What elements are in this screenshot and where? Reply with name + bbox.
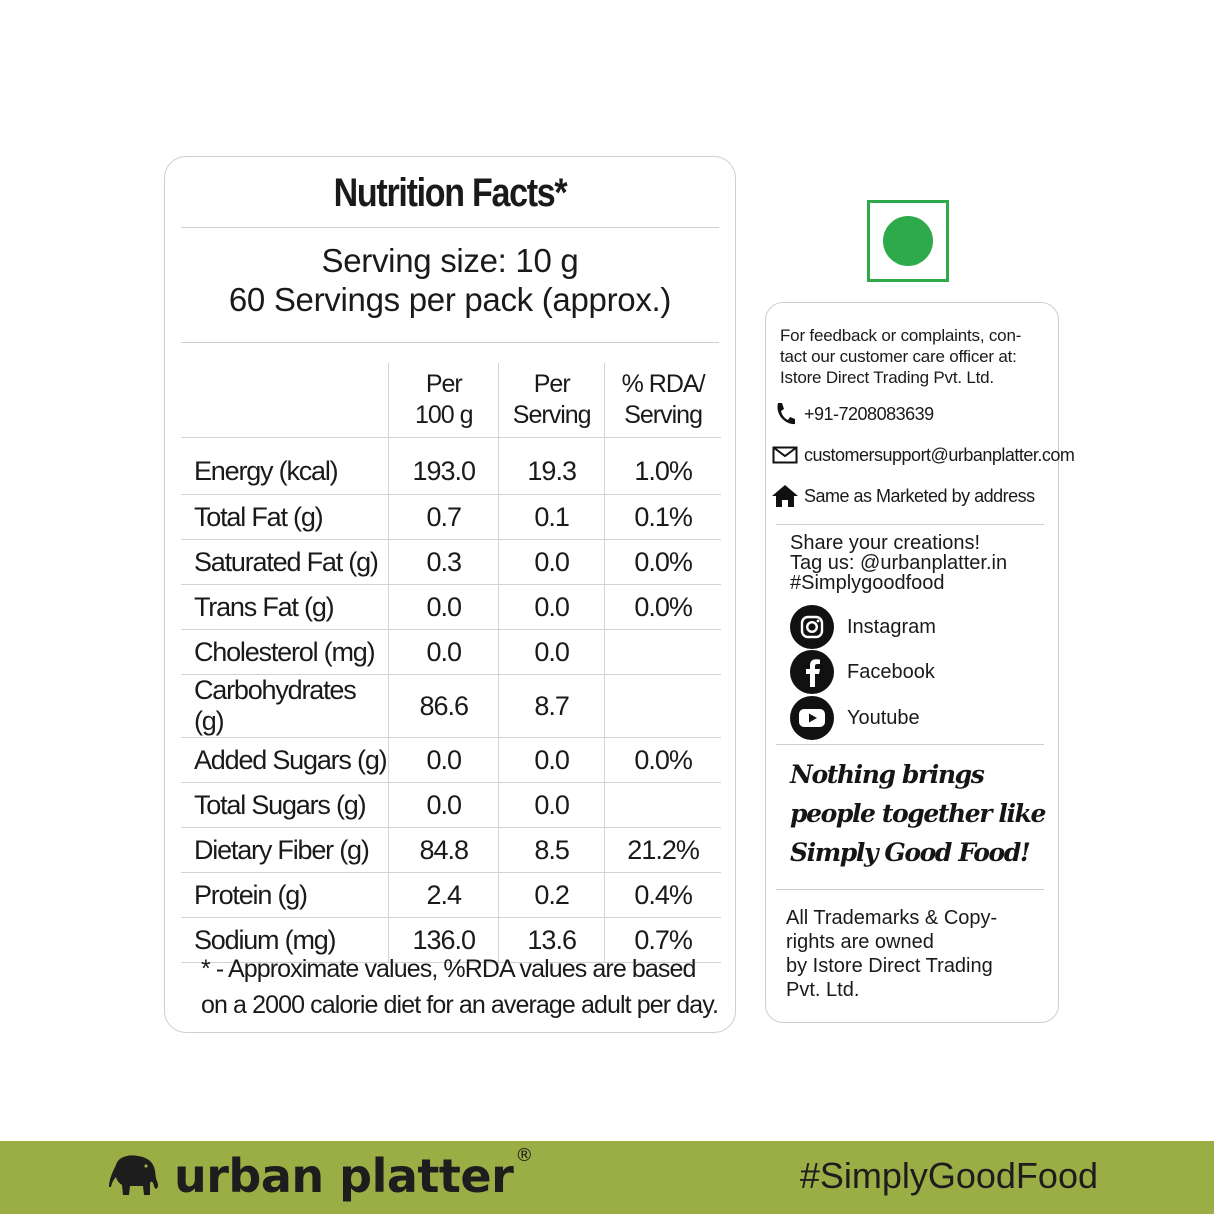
- address-text: Same as Marketed by address: [804, 485, 1035, 506]
- serving-info: [165, 241, 735, 319]
- header-per-100g: Per 100 g: [389, 363, 499, 438]
- value-per-100g: 2.4: [389, 873, 499, 918]
- trademark-line: Pvt. Ltd.: [786, 979, 860, 1001]
- email-address: customersupport@urbanplatter.com: [804, 444, 1075, 465]
- feedback-line: Istore Direct Trading Pvt. Ltd.: [780, 368, 994, 387]
- nutrient-label: Cholesterol (mg): [181, 630, 389, 675]
- header-rda: % RDA/ Serving: [621, 370, 705, 429]
- value-per-100g: 0.7: [389, 495, 499, 540]
- share-line: Share your creations!: [790, 532, 981, 554]
- nutrient-label: Carbohydrates (g): [181, 675, 389, 738]
- value-rda: 0.7%: [605, 918, 721, 963]
- header-nutrient: [181, 363, 389, 438]
- elephant-icon: [108, 1151, 160, 1202]
- social-label: Facebook: [847, 660, 935, 683]
- value-per-100g: 0.0: [389, 738, 499, 783]
- table-row: [181, 675, 721, 738]
- brand-hashtag: #SimplyGoodFood: [799, 1155, 1098, 1196]
- slogan-line: Nothing brings: [790, 760, 984, 789]
- value-rda: [605, 783, 721, 828]
- value-rda: [605, 630, 721, 675]
- address-row: [770, 483, 1035, 509]
- share-line: Tag us: @urbanplatter.in: [790, 552, 1008, 574]
- table-row: [181, 585, 721, 630]
- social-facebook[interactable]: [790, 650, 935, 694]
- table-row: [181, 873, 721, 918]
- nutrition-title: Nutrition Facts*: [333, 171, 567, 215]
- trademark-line: All Trademarks & Copy-: [786, 907, 998, 929]
- value-per-100g: 0.3: [389, 540, 499, 585]
- share-line: #Simplygoodfood: [790, 572, 945, 594]
- value-per-serving: 0.2: [499, 873, 605, 918]
- share-text: [790, 533, 1007, 593]
- nutrient-label: Energy (kcal): [181, 438, 389, 495]
- header-per-serving: Per Serving: [499, 363, 605, 438]
- value-per-serving: 0.0: [499, 738, 605, 783]
- table-row: [181, 438, 721, 495]
- value-rda: [605, 675, 721, 738]
- table-header-row: [181, 363, 721, 438]
- nutrient-label: Total Fat (g): [181, 495, 389, 540]
- social-label: Youtube: [847, 706, 920, 729]
- value-rda: 0.4%: [605, 873, 721, 918]
- phone-icon: [770, 401, 800, 427]
- value-rda: 0.0%: [605, 585, 721, 630]
- trademark-line: rights are owned: [786, 931, 934, 953]
- nutrient-label: Added Sugars (g): [181, 738, 389, 783]
- registered-mark: ®: [515, 1145, 533, 1166]
- table-row: [181, 630, 721, 675]
- info-panel: [765, 302, 1075, 1023]
- value-rda: 1.0%: [605, 438, 721, 495]
- value-per-serving: 0.0: [499, 783, 605, 828]
- value-per-100g: 136.0: [389, 918, 499, 963]
- phone-row: [770, 401, 934, 427]
- nutrition-table: [181, 363, 721, 963]
- value-per-serving: 19.3: [499, 438, 605, 495]
- brand-footer-bar: [0, 1141, 1214, 1214]
- social-youtube[interactable]: [790, 696, 920, 740]
- slogan-line: Simply Good Food!: [790, 838, 1030, 867]
- value-rda: 0.1%: [605, 495, 721, 540]
- nutrition-facts-panel: [164, 156, 736, 1033]
- value-per-100g: 0.0: [389, 630, 499, 675]
- value-per-serving: 13.6: [499, 918, 605, 963]
- home-icon: [770, 483, 800, 509]
- table-row: [181, 783, 721, 828]
- nutrient-label: Total Sugars (g): [181, 783, 389, 828]
- nutrient-label: Protein (g): [181, 873, 389, 918]
- divider: [776, 889, 1044, 890]
- footnote-line: on a 2000 calorie diet for an average adult per day.: [201, 991, 719, 1019]
- value-per-100g: 0.0: [389, 783, 499, 828]
- brand-name: urban platter ®: [174, 1145, 533, 1203]
- trademark-notice: [786, 906, 1036, 1002]
- instagram-icon: [790, 605, 834, 649]
- footnote-line: * - Approximate values, %RDA values are based: [201, 955, 696, 983]
- value-per-serving: 0.0: [499, 630, 605, 675]
- nutrient-label: Trans Fat (g): [181, 585, 389, 630]
- slogan: [790, 755, 1045, 872]
- facebook-icon: [790, 650, 834, 694]
- value-per-serving: 0.0: [499, 585, 605, 630]
- value-per-100g: 84.8: [389, 828, 499, 873]
- divider: [776, 524, 1044, 525]
- phone-number: +91-7208083639: [804, 403, 934, 424]
- nutrient-label: Dietary Fiber (g): [181, 828, 389, 873]
- table-row: [181, 495, 721, 540]
- footnote: [201, 951, 718, 1023]
- value-per-100g: 193.0: [389, 438, 499, 495]
- servings-per-pack: 60 Servings per pack (approx.): [228, 281, 672, 318]
- value-per-serving: 0.1: [499, 495, 605, 540]
- nutrient-label: Sodium (mg): [181, 918, 389, 963]
- veg-dot: [883, 216, 933, 266]
- value-per-serving: 8.7: [499, 675, 605, 738]
- serving-size: Serving size: 10 g: [321, 242, 579, 279]
- slogan-line: people together like: [790, 799, 1045, 828]
- value-rda: 0.0%: [605, 540, 721, 585]
- youtube-icon: [790, 696, 834, 740]
- feedback-text: [780, 325, 1050, 388]
- email-row: [770, 442, 1074, 468]
- nutrient-label: Saturated Fat (g): [181, 540, 389, 585]
- feedback-line: For feedback or complaints, con-: [780, 326, 1022, 345]
- mail-icon: [770, 442, 800, 468]
- value-per-100g: 86.6: [389, 675, 499, 738]
- value-per-serving: 8.5: [499, 828, 605, 873]
- veg-mark-icon: [867, 200, 949, 282]
- divider: [181, 342, 719, 343]
- value-rda: 21.2%: [605, 828, 721, 873]
- value-per-100g: 0.0: [389, 585, 499, 630]
- value-rda: 0.0%: [605, 738, 721, 783]
- social-label: Instagram: [847, 615, 936, 638]
- trademark-line: by Istore Direct Trading: [786, 955, 993, 977]
- social-instagram[interactable]: [790, 605, 936, 649]
- divider: [181, 227, 719, 228]
- table-row: [181, 540, 721, 585]
- divider: [776, 744, 1044, 745]
- value-per-serving: 0.0: [499, 540, 605, 585]
- table-row: [181, 828, 721, 873]
- brand-logo: [108, 1145, 533, 1203]
- table-row: [181, 738, 721, 783]
- feedback-line: tact our customer care officer at:: [780, 347, 1017, 366]
